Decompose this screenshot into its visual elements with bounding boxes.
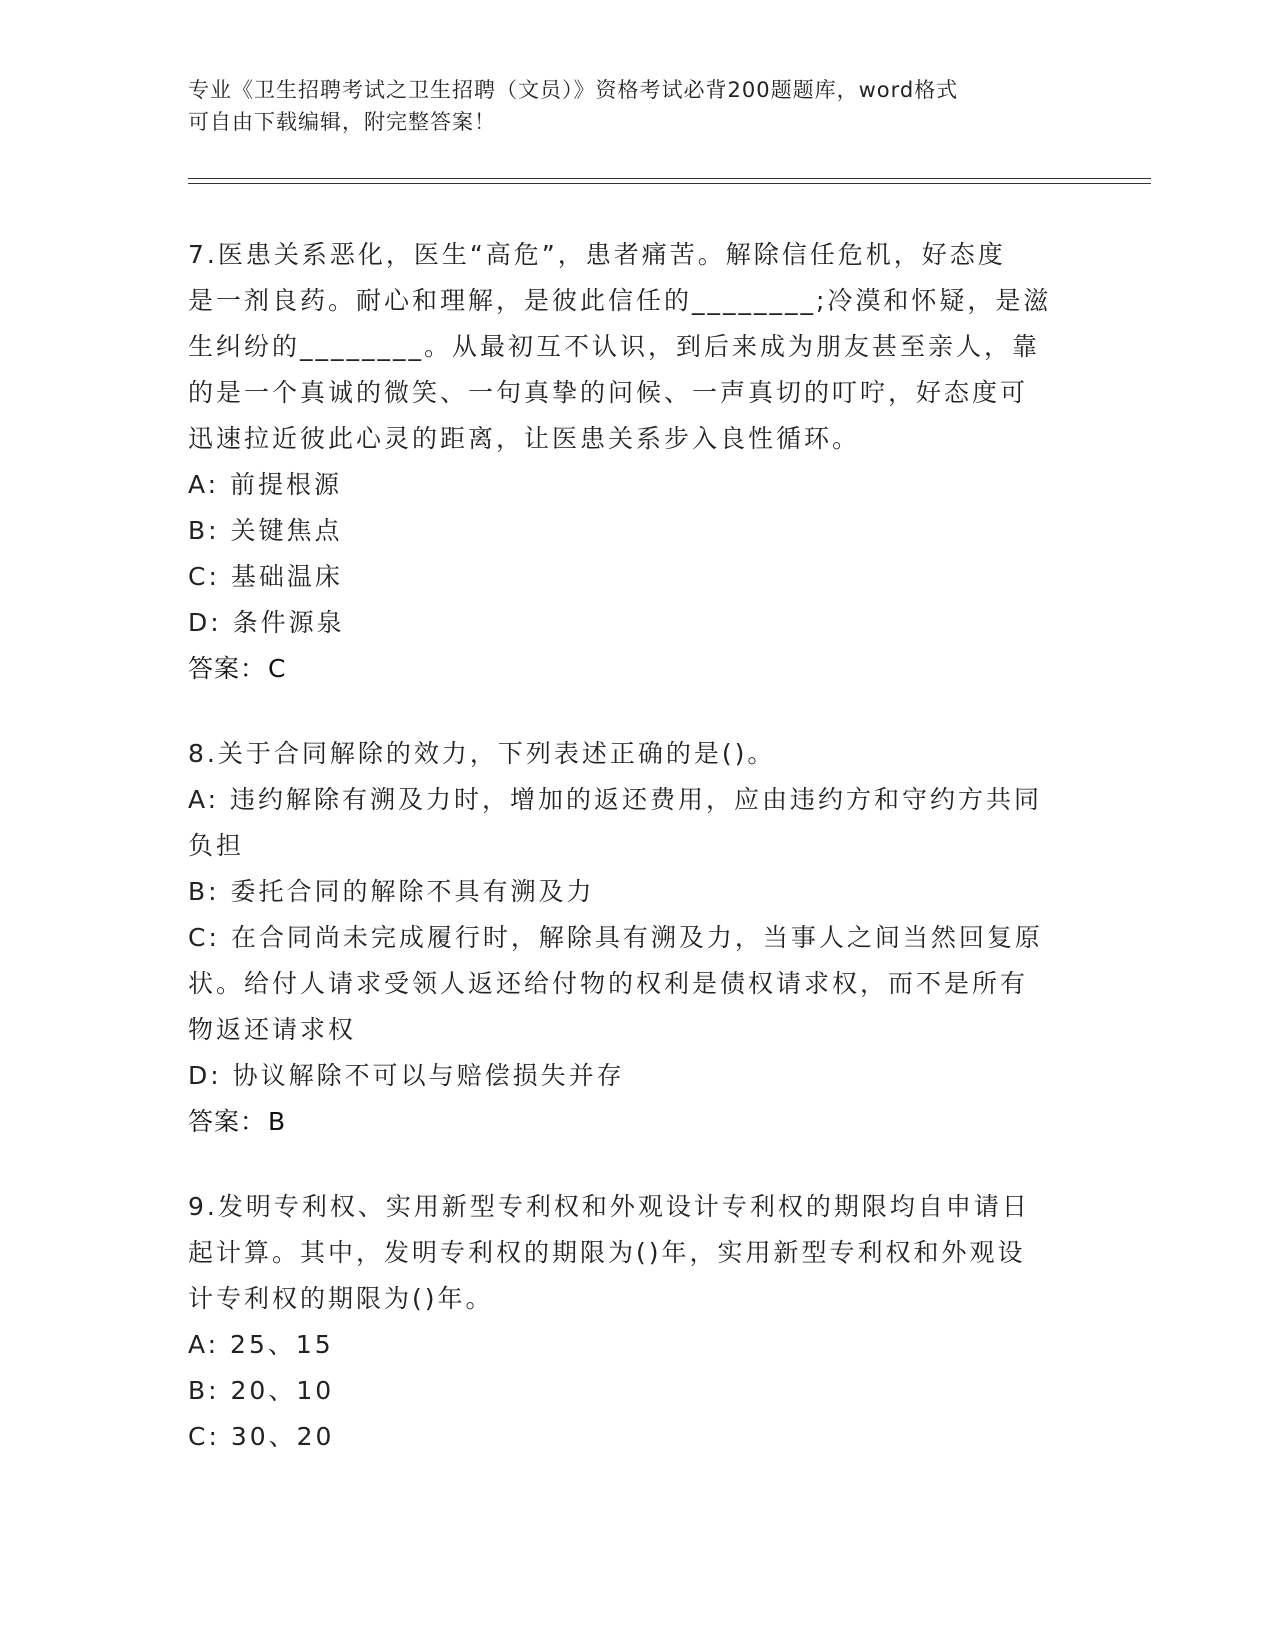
answer-line <box>188 646 1088 692</box>
answer-value: C <box>268 654 287 683</box>
option-c <box>188 915 1088 1053</box>
question-stem <box>188 731 1088 777</box>
stem-line: 迅速拉近彼此心灵的距离，让医患关系步入良性循环。 <box>188 424 861 453</box>
question-8 <box>188 731 1088 1145</box>
option-line: D: 条件源泉 <box>188 608 345 637</box>
option-line: 状。给付人请求受领人返还给付物的权利是债权请求权，而不是所有 <box>188 969 1029 998</box>
header-line: 可自由下载编辑，附完整答案！ <box>188 110 496 134</box>
answer-line <box>188 1099 1088 1145</box>
stem-line: 8.关于合同解除的效力，下列表述正确的是()。 <box>188 739 776 768</box>
option-a <box>188 462 1088 508</box>
option-d <box>188 1053 1088 1099</box>
header-line: 专业《卫生招聘考试之卫生招聘（文员）》资格考试必背200题题库，word格式 <box>188 78 959 102</box>
option-a <box>188 1322 1088 1368</box>
answer-label: 答案： <box>188 1107 267 1136</box>
option-line: 物返还请求权 <box>188 1015 357 1044</box>
option-line: B: 委托合同的解除不具有溯及力 <box>188 877 595 906</box>
option-line: A: 25、15 <box>188 1330 334 1359</box>
option-b <box>188 1368 1088 1414</box>
option-line: A: 前提根源 <box>188 470 343 499</box>
stem-line: 计专利权的期限为()年。 <box>188 1284 494 1313</box>
option-c <box>188 554 1088 600</box>
question-stem <box>188 232 1088 462</box>
stem-line: 起计算。其中，发明专利权的期限为()年，实用新型专利权和外观设 <box>188 1238 1026 1267</box>
option-line: B: 关键焦点 <box>188 516 343 545</box>
document-header <box>188 74 1088 138</box>
question-list <box>188 232 1088 1499</box>
stem-line: 9.发明专利权、实用新型专利权和外观设计专利权的期限均自申请日 <box>188 1192 1030 1221</box>
answer-value: B <box>268 1107 287 1136</box>
option-line: C: 在合同尚未完成履行时，解除具有溯及力，当事人之间当然回复原 <box>188 923 1043 952</box>
header-divider-top <box>188 178 1151 179</box>
answer-label: 答案： <box>188 654 267 683</box>
option-c <box>188 1414 1088 1460</box>
option-d <box>188 600 1088 646</box>
stem-line: 是一剂良药。耐心和理解，是彼此信任的________;冷漠和怀疑，是滋 <box>188 286 1052 315</box>
option-line: C: 30、20 <box>188 1422 335 1451</box>
option-line: 负担 <box>188 831 245 860</box>
option-line: D: 协议解除不可以与赔偿损失并存 <box>188 1061 625 1090</box>
stem-line: 7.医患关系恶化，医生“高危”，患者痛苦。解除信任危机，好态度 <box>188 240 1006 269</box>
option-line: A: 违约解除有溯及力时，增加的返还费用，应由违约方和守约方共同 <box>188 785 1043 814</box>
question-7 <box>188 232 1088 692</box>
question-9 <box>188 1184 1088 1460</box>
option-line: C: 基础温床 <box>188 562 343 591</box>
header-divider-bottom <box>188 183 1151 184</box>
option-line: B: 20、10 <box>188 1376 335 1405</box>
option-b <box>188 869 1088 915</box>
stem-line: 的是一个真诚的微笑、一句真挚的问候、一声真切的叮咛，好态度可 <box>188 378 1029 407</box>
stem-line: 生纠纷的________。从最初互不认识，到后来成为朋友甚至亲人，靠 <box>188 332 1041 361</box>
option-a <box>188 777 1088 869</box>
question-stem <box>188 1184 1088 1322</box>
option-b <box>188 508 1088 554</box>
